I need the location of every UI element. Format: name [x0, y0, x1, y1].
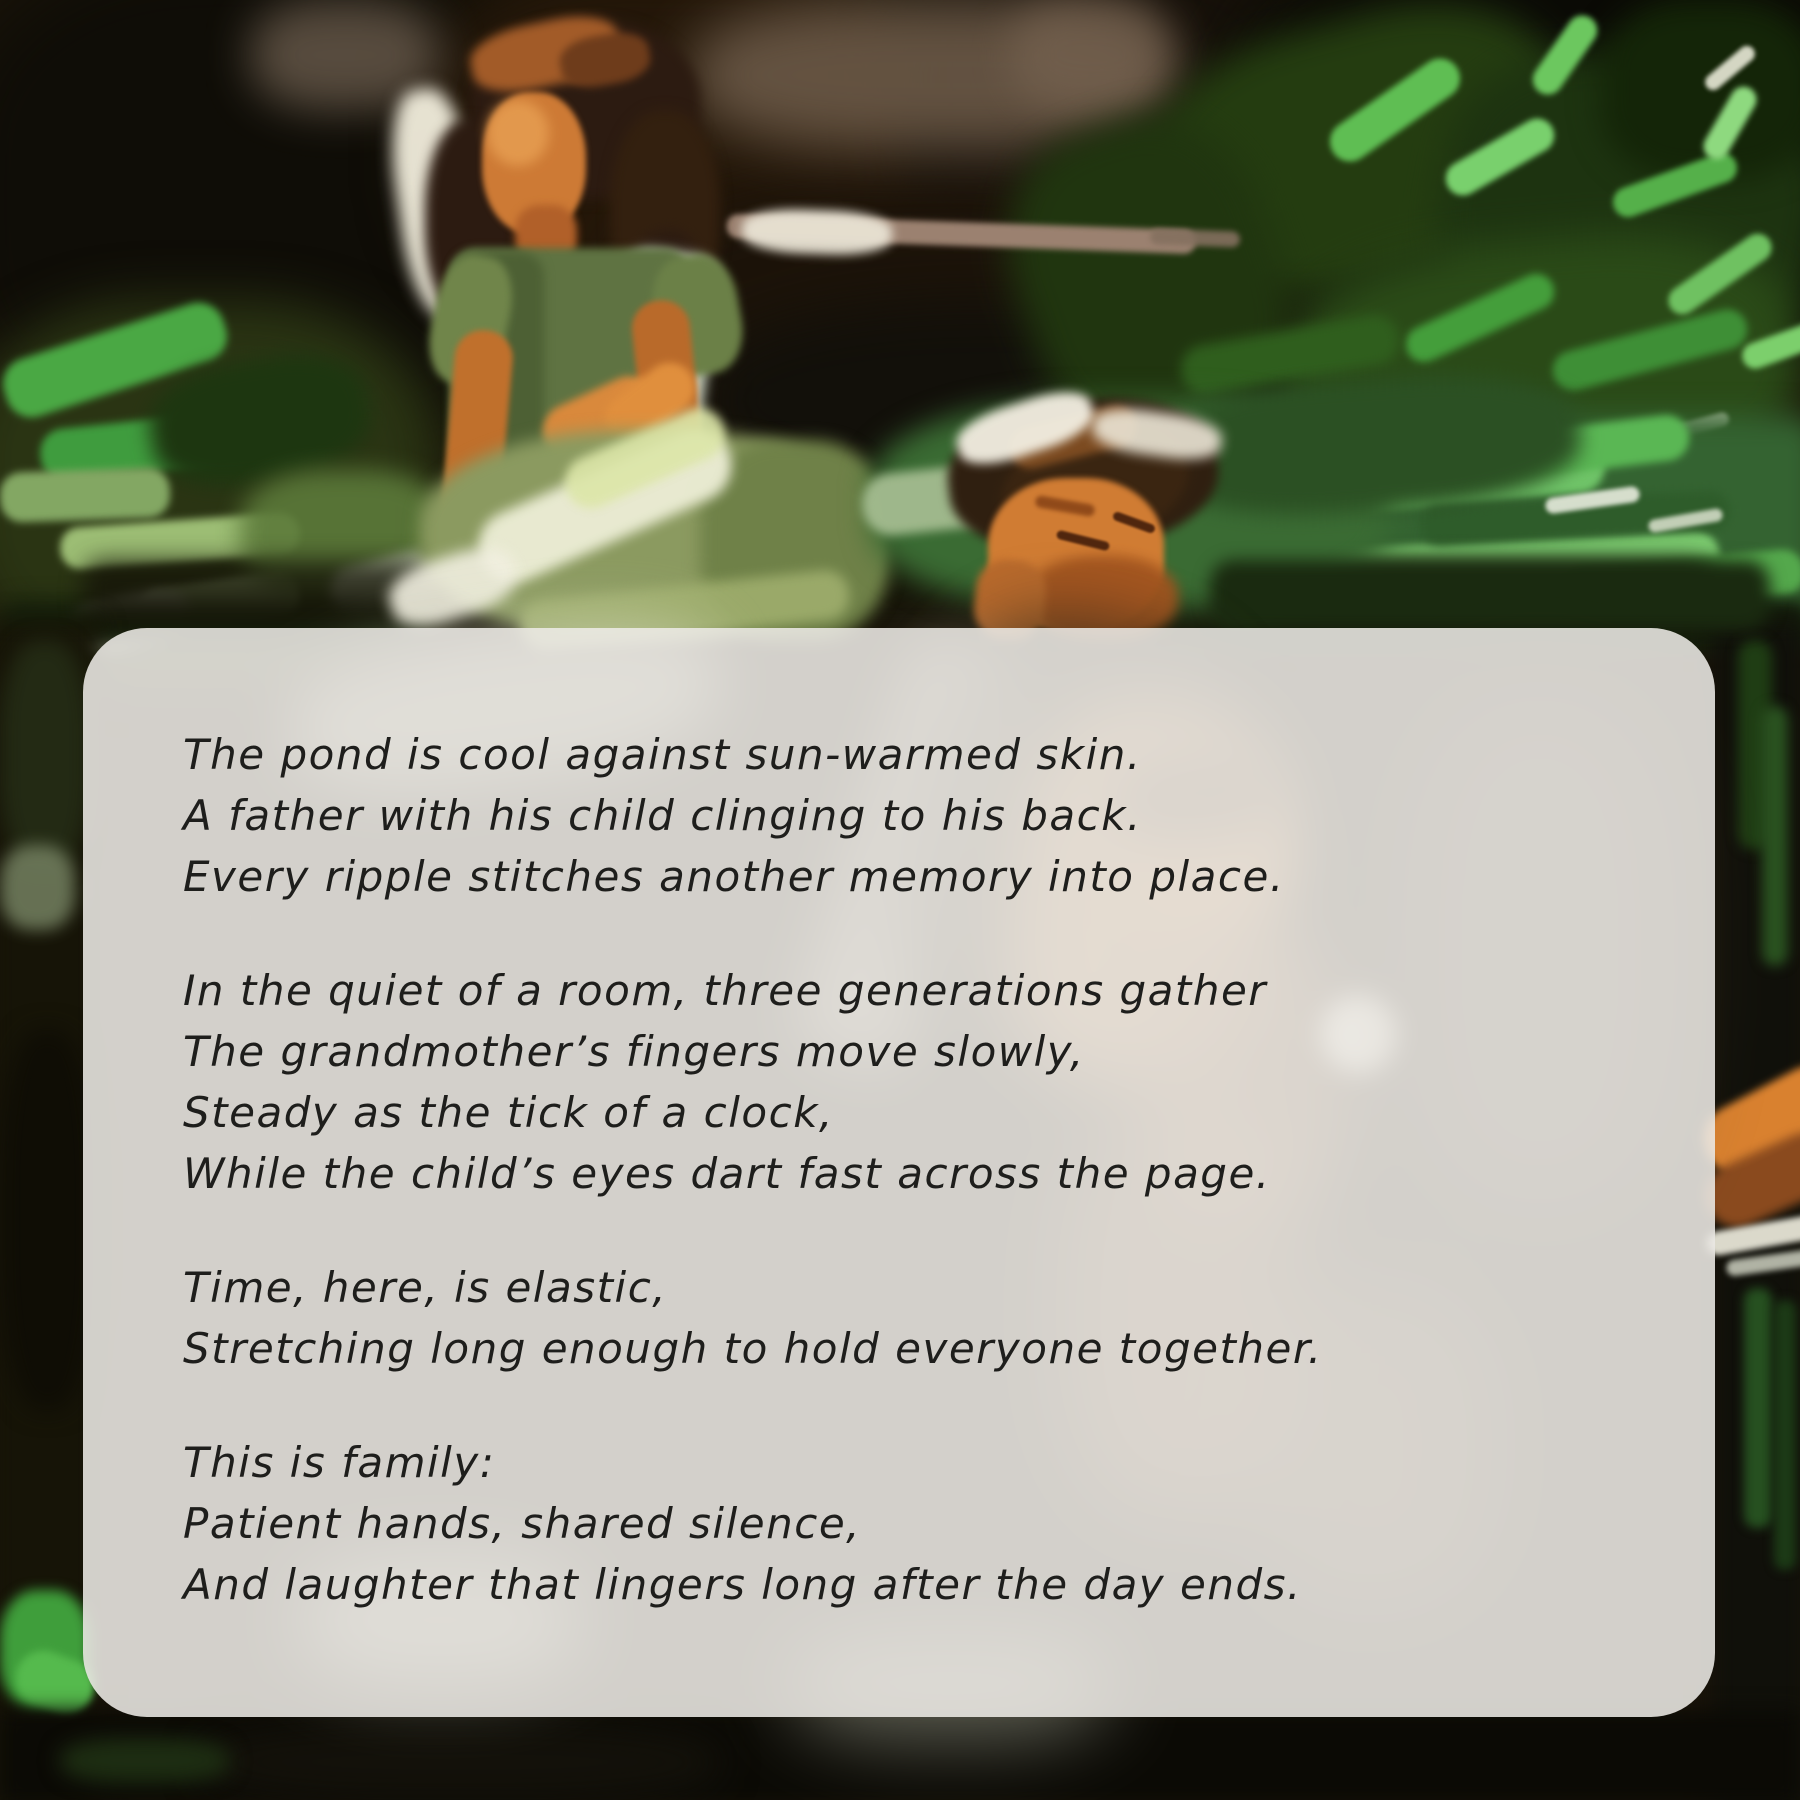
poem-line: A father with his child clinging to his back.	[183, 791, 1142, 840]
poem-line: Patient hands, shared silence,	[183, 1499, 862, 1548]
poem-line: Every ripple stitches another memory into place.	[183, 852, 1285, 901]
poem-line: And laughter that lingers long after the day ends.	[183, 1560, 1302, 1609]
poem-line: This is family:	[183, 1438, 496, 1487]
poem-stanza-1	[183, 724, 1645, 907]
poem-line: The pond is cool against sun-warmed skin.	[183, 730, 1142, 779]
poem-line: Steady as the tick of a clock,	[183, 1088, 834, 1137]
poem-card	[83, 628, 1715, 1717]
poem-line: While the child’s eyes dart fast across the page.	[183, 1149, 1271, 1198]
poem-line: Time, here, is elastic,	[183, 1263, 668, 1312]
poem-line: In the quiet of a room, three generations gather	[183, 966, 1268, 1015]
poem-line: The grandmother’s fingers move slowly,	[183, 1027, 1085, 1076]
poem-stanza-2	[183, 960, 1645, 1204]
poem-line: Stretching long enough to hold everyone together.	[183, 1324, 1323, 1373]
poem-stanza-3	[183, 1257, 1645, 1379]
poem-stanza-4	[183, 1432, 1645, 1615]
